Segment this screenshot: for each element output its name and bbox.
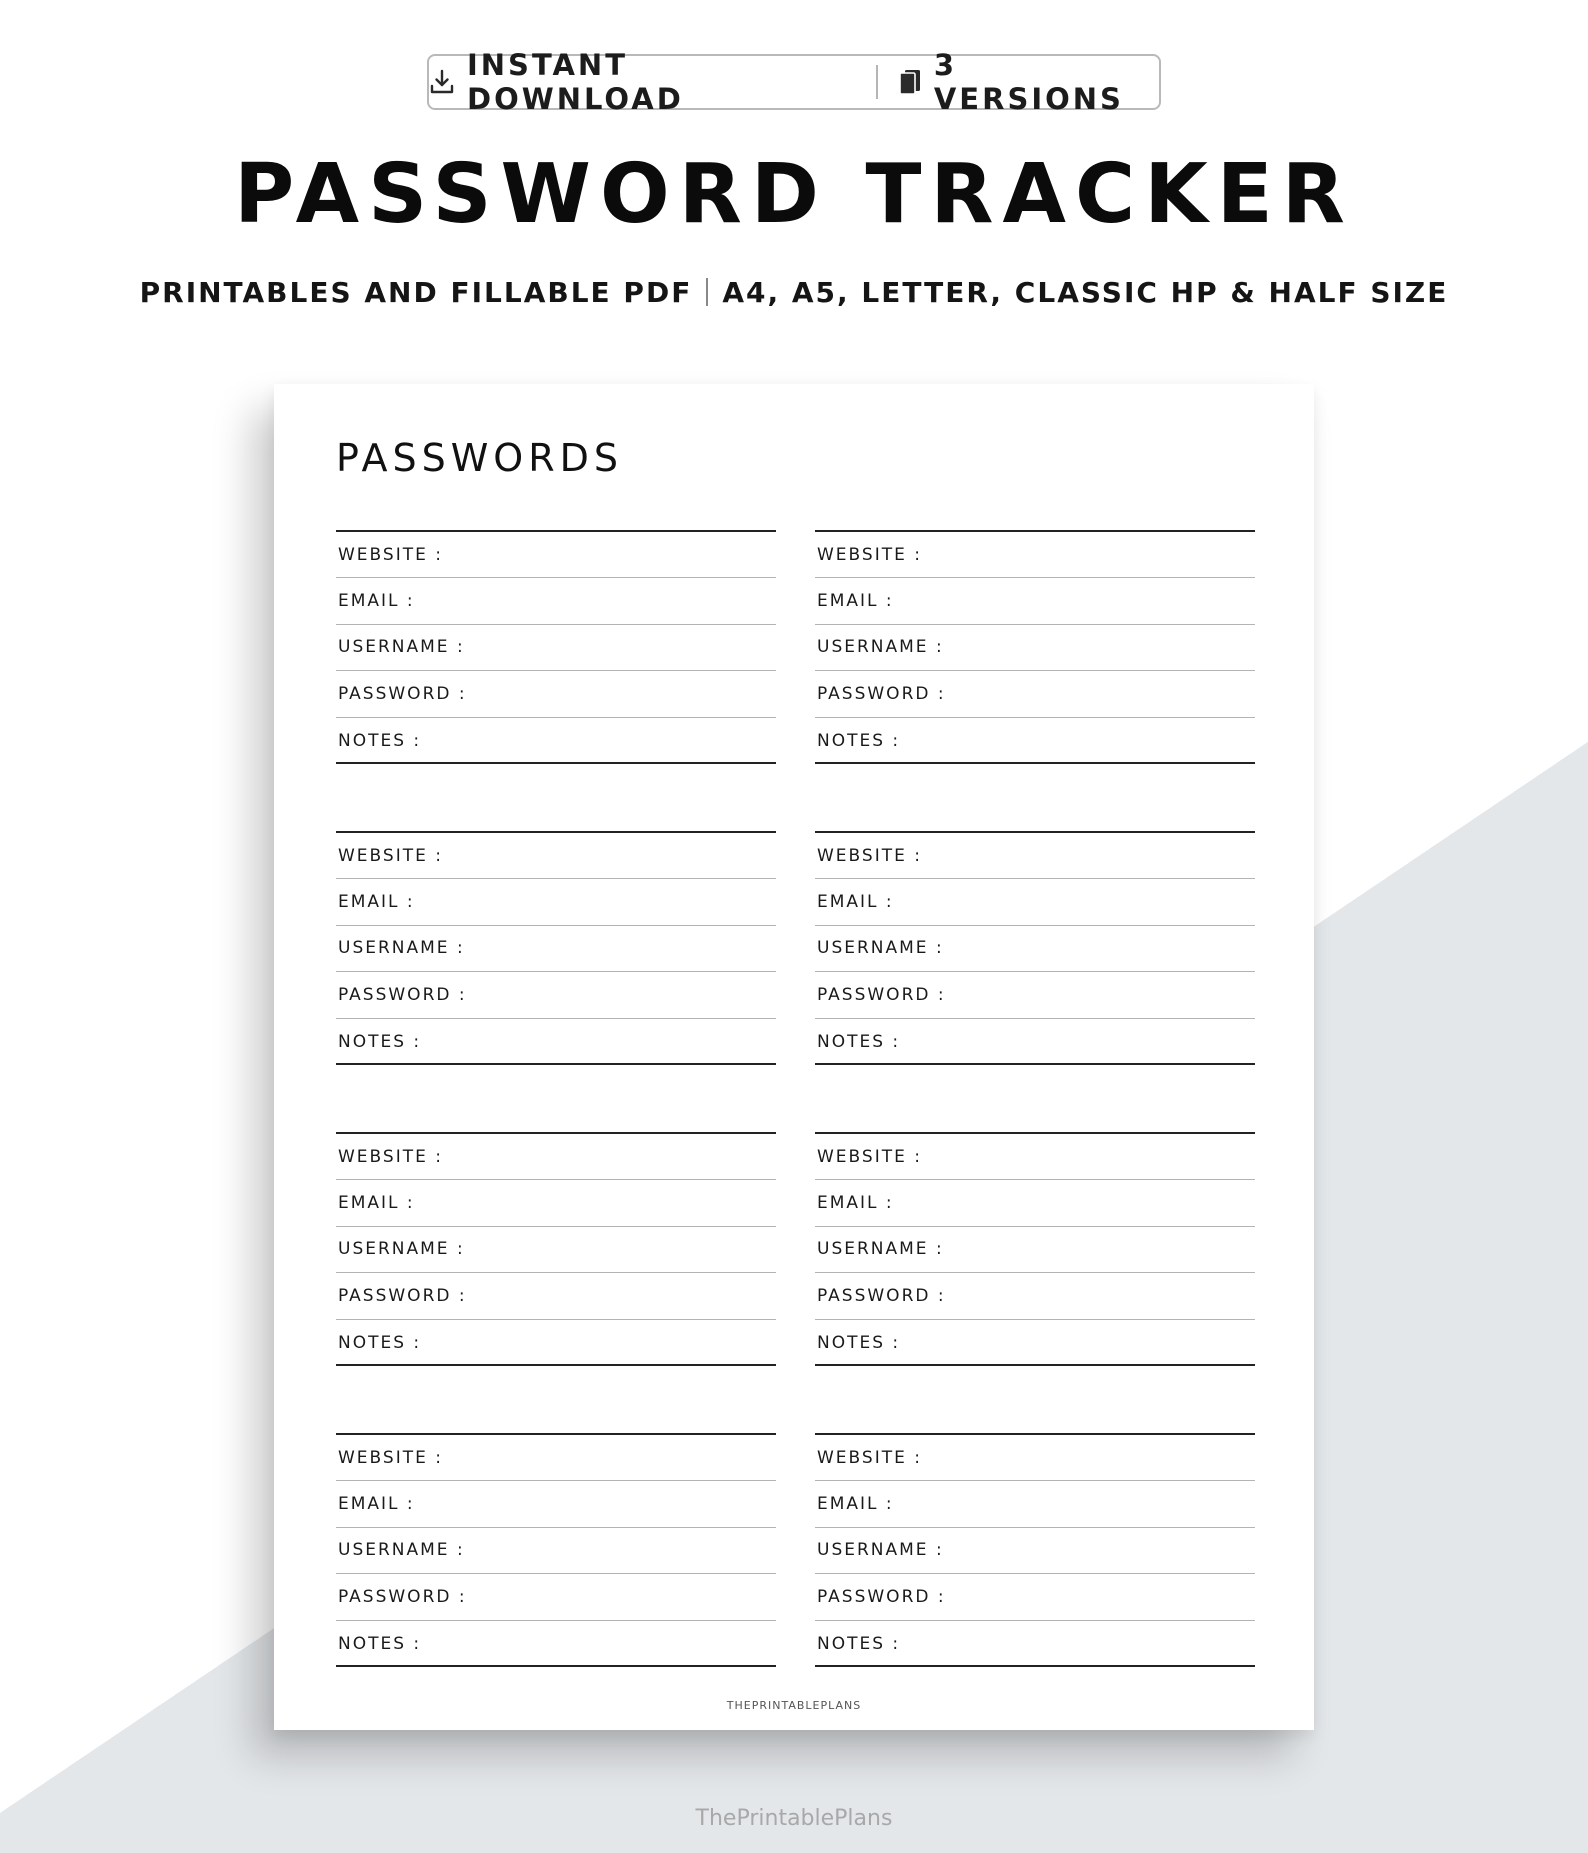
entry-field-row[interactable] (815, 1273, 1255, 1319)
entry-field-row[interactable] (336, 1273, 776, 1319)
entry-field-row[interactable] (815, 1621, 1255, 1667)
entry-field-label: USERNAME : (817, 1239, 944, 1260)
password-entry-block (815, 831, 1255, 1065)
password-entry-block (336, 530, 776, 764)
entry-field-label: WEBSITE : (338, 845, 443, 866)
entry-field-row[interactable] (815, 625, 1255, 671)
instant-download-label: INSTANT DOWNLOAD (467, 48, 684, 116)
entry-field-label: PASSWORD : (817, 683, 946, 704)
entry-field-label: PASSWORD : (817, 984, 946, 1005)
entry-field-row[interactable] (336, 1180, 776, 1226)
entry-field-label: PASSWORD : (817, 1586, 946, 1607)
feature-badge (427, 48, 1161, 116)
entry-field-label: EMAIL : (817, 591, 894, 612)
entry-field-label: NOTES : (338, 1633, 422, 1654)
entry-field-row[interactable] (336, 1134, 776, 1180)
password-entry-block (815, 1132, 1255, 1366)
entry-field-row[interactable] (336, 1528, 776, 1574)
entry-field-label: USERNAME : (817, 637, 944, 658)
entry-field-row[interactable] (336, 926, 776, 972)
entry-field-row[interactable] (336, 1019, 776, 1065)
entry-field-label: PASSWORD : (338, 1586, 467, 1607)
entry-field-row[interactable] (336, 671, 776, 717)
entry-field-label: WEBSITE : (338, 1447, 443, 1468)
page-subtitle (0, 276, 1588, 309)
entry-field-row[interactable] (815, 1574, 1255, 1620)
entry-field-row[interactable] (815, 1528, 1255, 1574)
entry-field-label: PASSWORD : (338, 984, 467, 1005)
entry-field-row[interactable] (336, 718, 776, 764)
versions-label: 3 VERSIONS (933, 48, 1124, 116)
entry-field-label: EMAIL : (338, 591, 415, 612)
entry-field-label: NOTES : (338, 1031, 422, 1052)
entry-field-row[interactable] (336, 1320, 776, 1366)
entry-field-row[interactable] (815, 1019, 1255, 1065)
entry-field-row[interactable] (815, 972, 1255, 1018)
entry-field-label: EMAIL : (338, 1494, 415, 1515)
entry-field-row[interactable] (815, 1481, 1255, 1527)
entry-field-row[interactable] (815, 1180, 1255, 1226)
entry-field-label: PASSWORD : (338, 1285, 467, 1306)
entry-field-label: EMAIL : (817, 892, 894, 913)
entry-field-row[interactable] (336, 972, 776, 1018)
entry-field-label: PASSWORD : (338, 683, 467, 704)
entry-field-label: WEBSITE : (338, 1146, 443, 1167)
entry-field-row[interactable] (815, 1320, 1255, 1366)
subtitle-sizes: A4, A5, LETTER, CLASSIC HP & HALF SIZE (722, 276, 1449, 309)
entry-field-label: WEBSITE : (338, 544, 443, 565)
password-entry-block (336, 831, 776, 1065)
entry-field-label: NOTES : (817, 1031, 901, 1052)
entry-field-row[interactable] (336, 532, 776, 578)
entry-field-label: EMAIL : (338, 1193, 415, 1214)
entry-field-label: NOTES : (338, 730, 422, 751)
entry-field-label: WEBSITE : (817, 1447, 922, 1468)
sheet-footer-brand: THEPRINTABLEPLANS (726, 1699, 862, 1712)
entry-field-label: USERNAME : (338, 1540, 465, 1561)
entry-field-label: USERNAME : (817, 1540, 944, 1561)
password-entry-block (336, 1132, 776, 1366)
entry-field-row[interactable] (336, 1574, 776, 1620)
entry-field-row[interactable] (815, 671, 1255, 717)
entry-field-label: WEBSITE : (817, 544, 922, 565)
subtitle-formats: PRINTABLES AND FILLABLE PDF (139, 276, 693, 309)
document-stack-icon (898, 68, 922, 96)
entry-field-label: WEBSITE : (817, 845, 922, 866)
badge-divider (876, 65, 878, 99)
page-title: PASSWORD TRACKER (234, 147, 1354, 242)
subtitle-divider (706, 278, 708, 306)
entry-field-row[interactable] (815, 532, 1255, 578)
versions-segment (898, 48, 1159, 116)
password-entry-block (815, 530, 1255, 764)
entry-field-label: USERNAME : (338, 637, 465, 658)
password-entry-block (336, 1433, 776, 1667)
entry-field-row[interactable] (815, 1227, 1255, 1273)
entry-field-label: EMAIL : (338, 892, 415, 913)
entry-field-row[interactable] (815, 1435, 1255, 1481)
entry-field-label: NOTES : (338, 1332, 422, 1353)
entry-field-row[interactable] (336, 833, 776, 879)
download-icon (429, 68, 455, 96)
entry-field-row[interactable] (815, 879, 1255, 925)
entry-field-row[interactable] (815, 1134, 1255, 1180)
password-entry-block (815, 1433, 1255, 1667)
entry-field-label: PASSWORD : (817, 1285, 946, 1306)
entry-field-row[interactable] (336, 1621, 776, 1667)
entry-field-row[interactable] (815, 926, 1255, 972)
entry-field-label: USERNAME : (817, 938, 944, 959)
entry-field-label: USERNAME : (338, 1239, 465, 1260)
entry-field-row[interactable] (336, 1435, 776, 1481)
entry-field-label: USERNAME : (338, 938, 465, 959)
instant-download-segment (429, 48, 856, 116)
entry-field-row[interactable] (336, 1227, 776, 1273)
entry-field-row[interactable] (815, 833, 1255, 879)
entry-field-row[interactable] (336, 578, 776, 624)
entry-field-row[interactable] (815, 718, 1255, 764)
entry-field-label: WEBSITE : (817, 1146, 922, 1167)
entry-field-label: NOTES : (817, 1633, 901, 1654)
entry-field-label: EMAIL : (817, 1193, 894, 1214)
entry-field-row[interactable] (336, 879, 776, 925)
entry-field-row[interactable] (336, 625, 776, 671)
entry-field-row[interactable] (336, 1481, 776, 1527)
brand-watermark: ThePrintablePlans (695, 1806, 893, 1831)
entry-field-row[interactable] (815, 578, 1255, 624)
sheet-title: PASSWORDS (336, 436, 623, 480)
printable-sheet (274, 384, 1314, 1730)
entry-field-label: NOTES : (817, 730, 901, 751)
entry-field-label: EMAIL : (817, 1494, 894, 1515)
entry-field-label: NOTES : (817, 1332, 901, 1353)
